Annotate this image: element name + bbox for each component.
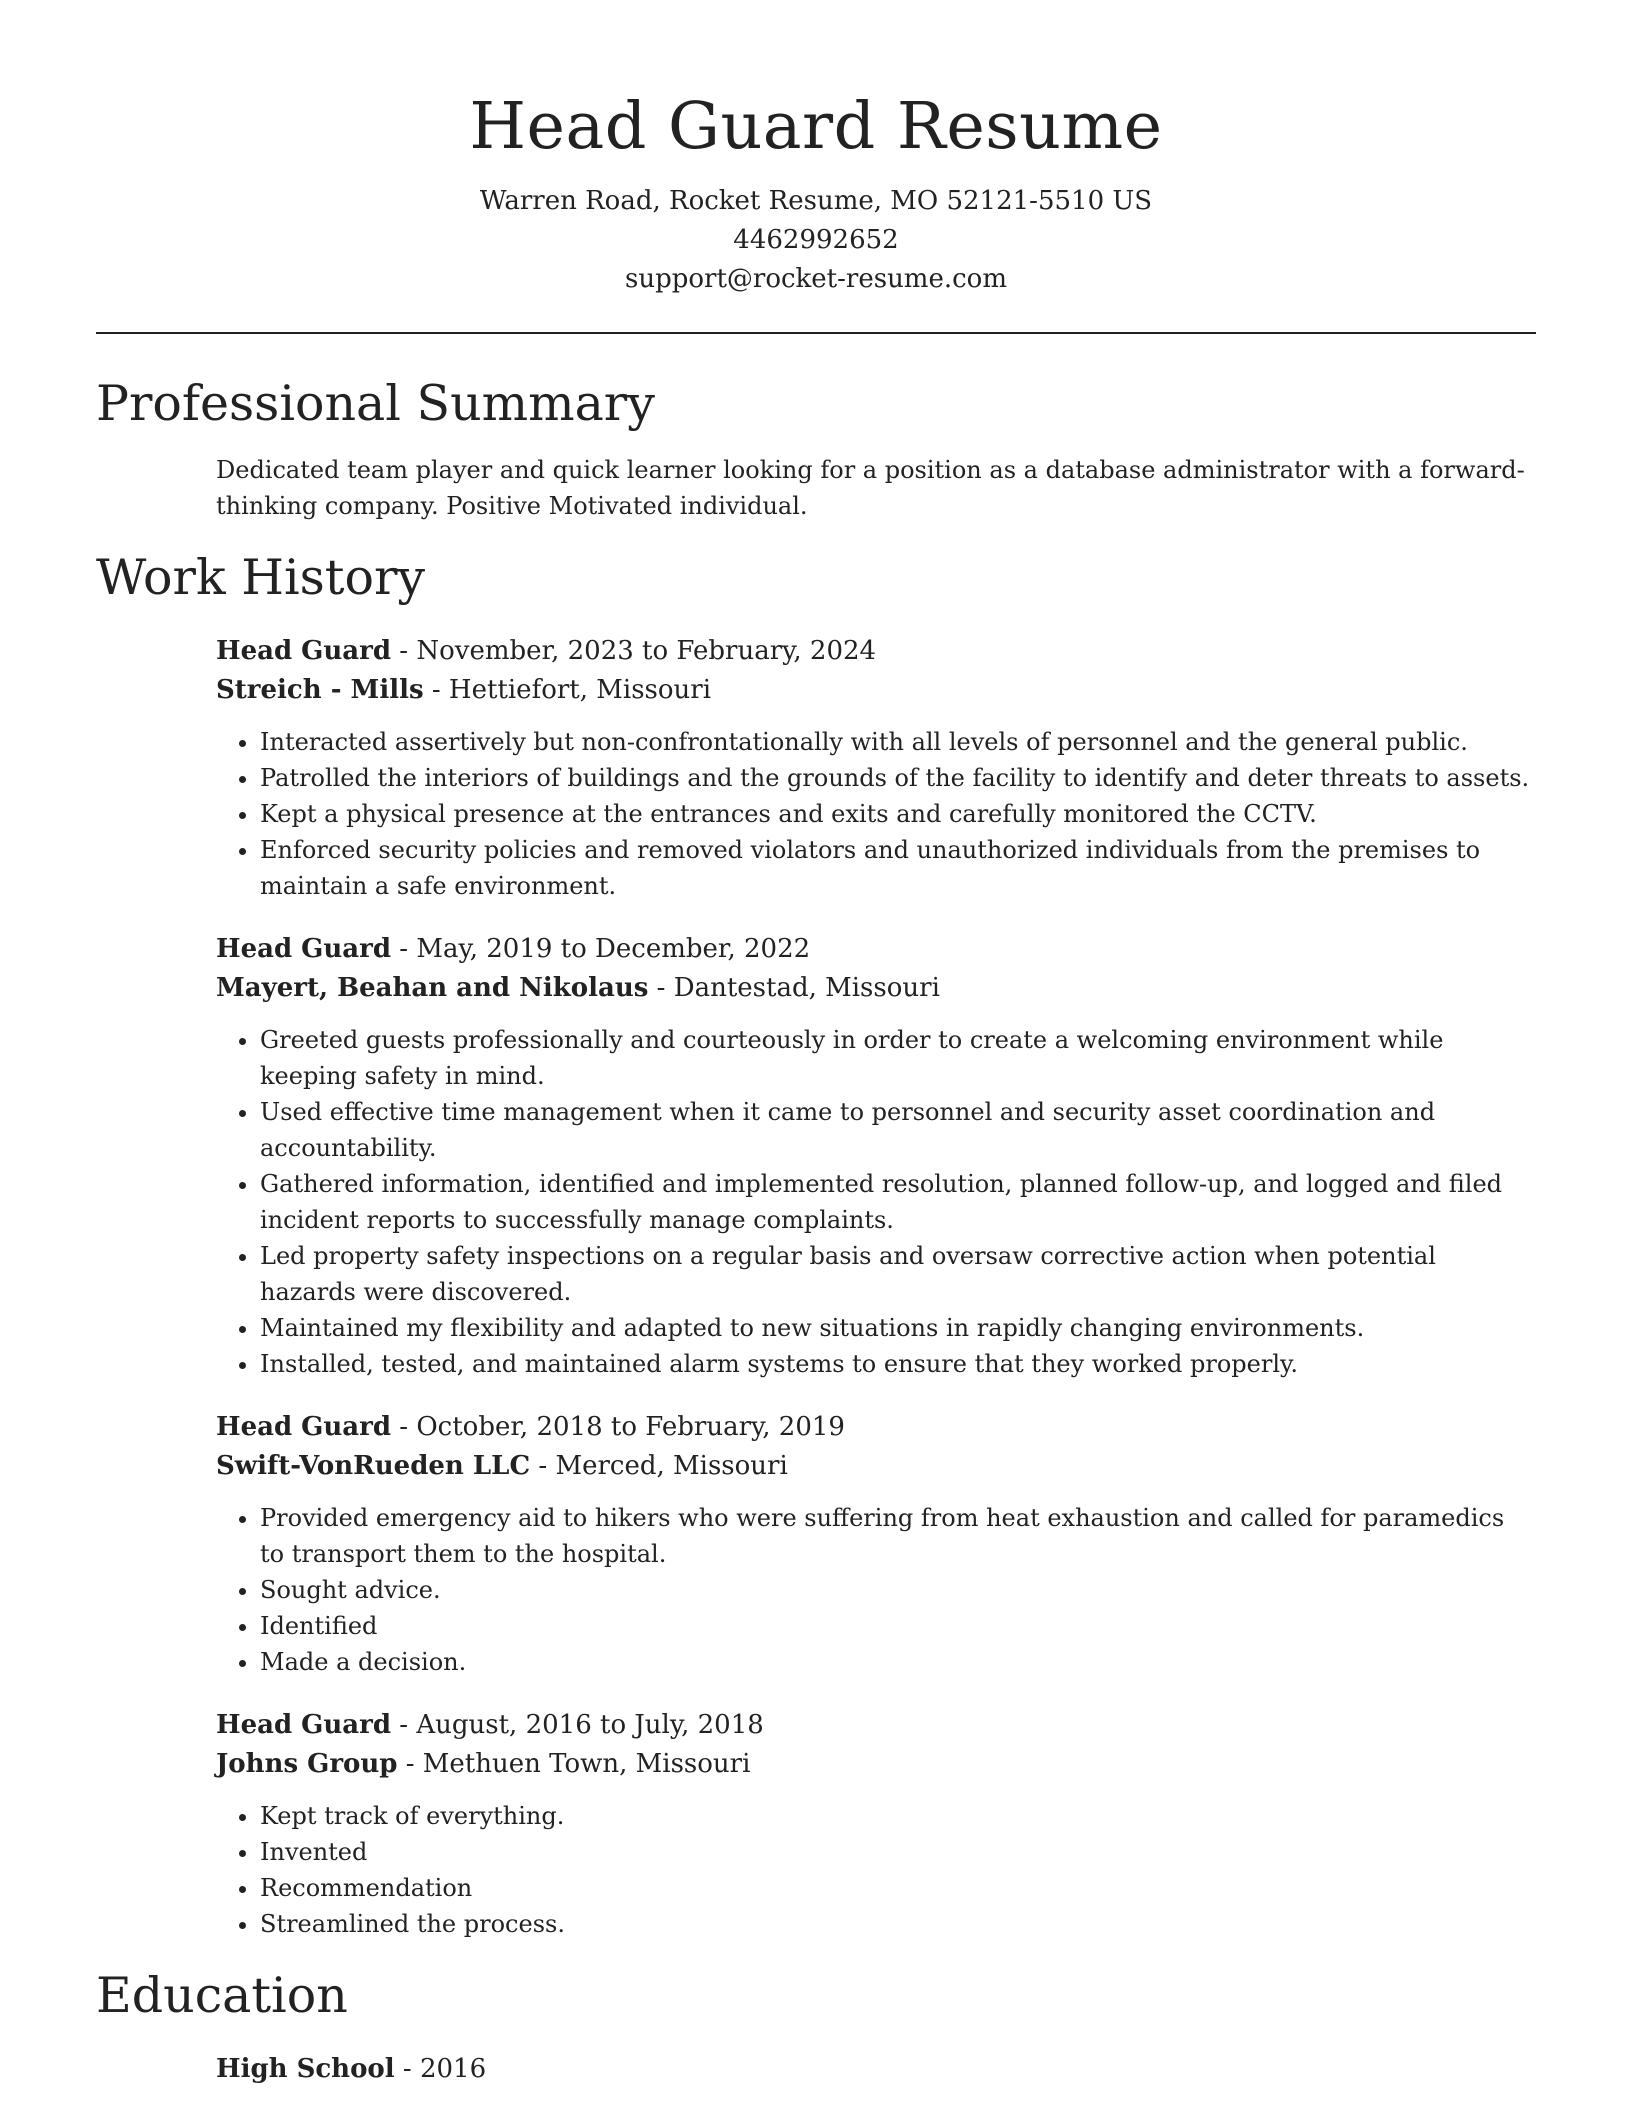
job-duty: • Enforced security policies and removed violators and unauthorized individuals from the premises to maintain a safe environment. — [260, 832, 1530, 904]
job-duty: • Used effective time management when it came to personnel and security asset coordination and accountability. — [260, 1094, 1530, 1166]
job-duty: • Streamlined the process. — [260, 1906, 1530, 1942]
job-duty: • Sought advice. — [260, 1572, 1530, 1608]
job-title-line — [216, 1706, 1536, 1745]
education-degree: High School — [216, 2054, 395, 2084]
work-history-list — [96, 632, 1536, 1942]
job-duty: • Led property safety inspections on a regular basis and oversaw corrective action when potential hazards were discovered. — [260, 1238, 1530, 1310]
job-dates: - May, 2019 to December, 2022 — [391, 934, 811, 964]
job-company: Swift-VonRueden LLC — [216, 1451, 531, 1481]
contact-info — [96, 182, 1536, 299]
header-divider — [96, 332, 1536, 334]
job-position: Head Guard — [216, 1412, 392, 1442]
job-company: Mayert, Beahan and Nikolaus — [216, 973, 649, 1003]
job-duties — [216, 1022, 1530, 1382]
job-title-line — [216, 1408, 1536, 1447]
job-duty: • Greeted guests professionally and courteously in order to create a welcoming environment while keeping safety in mind. — [260, 1022, 1530, 1094]
job-position: Head Guard — [216, 934, 392, 964]
job-duty: • Invented — [260, 1834, 1530, 1870]
job-duty: • Identified — [260, 1608, 1530, 1644]
job-position: Head Guard — [216, 1710, 392, 1740]
resume-header — [96, 0, 1536, 299]
job-company-line — [216, 1745, 1536, 1784]
job-location: - Methuen Town, Missouri — [397, 1749, 751, 1779]
job-entry — [216, 632, 1536, 904]
job-duty: • Gathered information, identified and implemented resolution, planned follow-up, and logged and filed incident reports to successfully manage complaints. — [260, 1166, 1530, 1238]
summary-text: Dedicated team player and quick learner looking for a position as a database administrator with a forward-thinking company. Positive Motivated individual. — [216, 456, 1525, 520]
job-company-line — [216, 1447, 1536, 1486]
job-duty: • Made a decision. — [260, 1644, 1530, 1680]
resume-title: Head Guard Resume — [469, 89, 1163, 164]
job-location: - Dantestad, Missouri — [648, 973, 940, 1003]
job-company: Johns Group — [216, 1749, 398, 1779]
section-title-summary: Professional Summary — [96, 375, 655, 432]
job-company-line — [216, 969, 1536, 1008]
job-position: Head Guard — [216, 636, 392, 666]
job-entry — [216, 930, 1536, 1382]
job-location: - Merced, Missouri — [530, 1451, 788, 1481]
job-duty: • Provided emergency aid to hikers who were suffering from heat exhaustion and called for paramedics to transport them to the hospital. — [260, 1500, 1530, 1572]
job-duty: • Interacted assertively but non-confrontationally with all levels of personnel and the general public. — [260, 724, 1530, 760]
address: Warren Road, Rocket Resume, MO 52121-5510 US — [479, 186, 1153, 216]
job-dates: - August, 2016 to July, 2018 — [391, 1710, 764, 1740]
job-duty: • Maintained my flexibility and adapted to new situations in rapidly changing environments. — [260, 1310, 1530, 1346]
job-duty: • Recommendation — [260, 1870, 1530, 1906]
job-location: - Hettiefort, Missouri — [423, 675, 712, 705]
email: support@rocket-resume.com — [624, 264, 1007, 294]
job-entry — [216, 1706, 1536, 1942]
job-duties — [216, 724, 1530, 904]
job-duty: • Kept a physical presence at the entrances and exits and carefully monitored the CCTV. — [260, 796, 1530, 832]
job-title-line — [216, 930, 1536, 969]
education-entry — [216, 2050, 1536, 2089]
section-title-work-history: Work History — [96, 549, 426, 606]
job-dates: - November, 2023 to February, 2024 — [391, 636, 877, 666]
job-company: Streich - Mills — [216, 675, 424, 705]
job-dates: - October, 2018 to February, 2019 — [391, 1412, 845, 1442]
job-title-line — [216, 632, 1536, 671]
phone: 4462992652 — [733, 225, 899, 255]
job-duty: • Installed, tested, and maintained alarm systems to ensure that they worked properly. — [260, 1346, 1530, 1382]
job-duties — [216, 1798, 1530, 1942]
job-duty: • Kept track of everything. — [260, 1798, 1530, 1834]
job-entry — [216, 1408, 1536, 1680]
job-duties — [216, 1500, 1530, 1680]
education-year: - 2016 — [394, 2054, 487, 2084]
job-company-line — [216, 671, 1536, 710]
job-duty: • Patrolled the interiors of buildings and the grounds of the facility to identify and deter threats to assets. — [260, 760, 1530, 796]
section-title-education: Education — [96, 1967, 348, 2024]
